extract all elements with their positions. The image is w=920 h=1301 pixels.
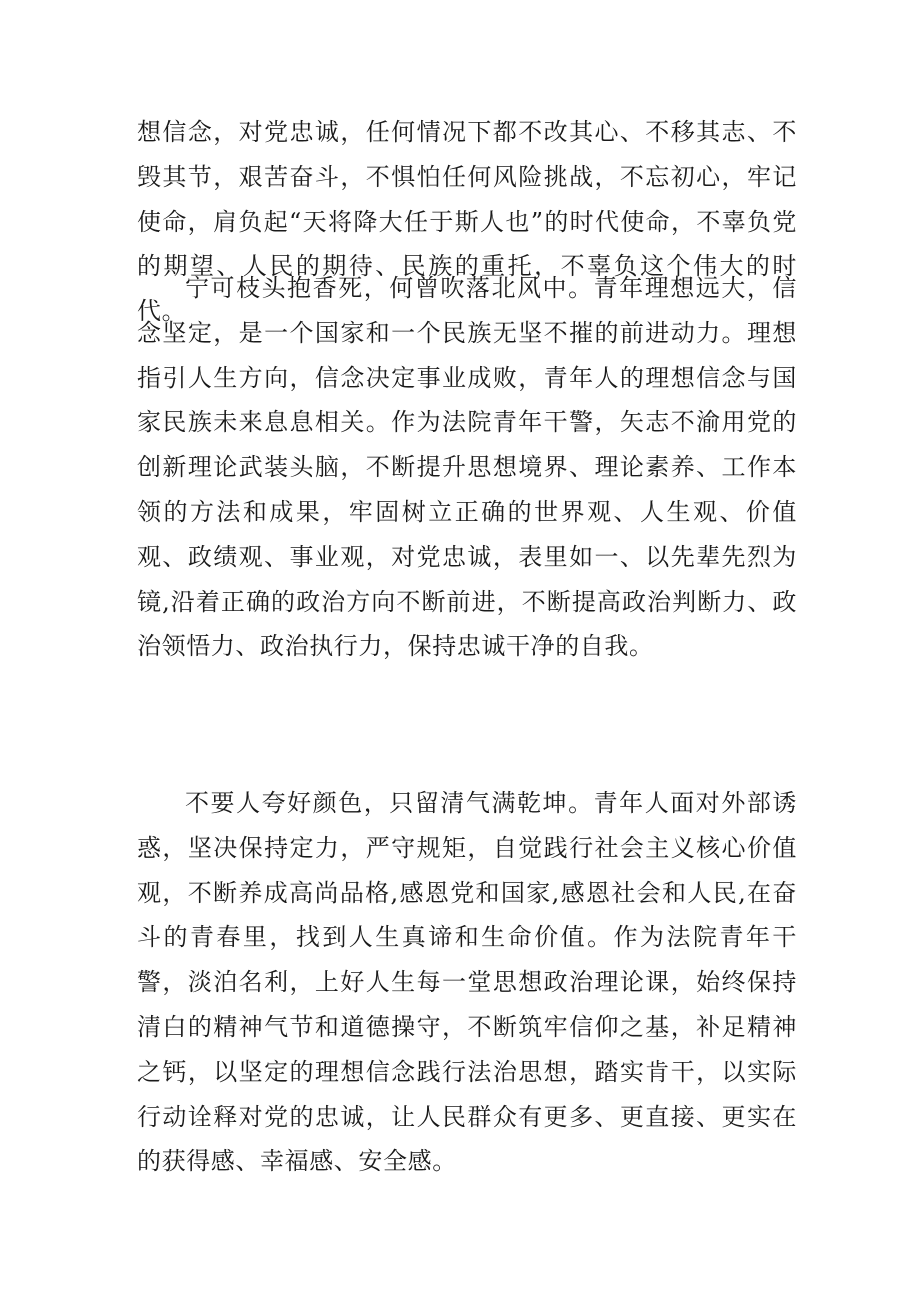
paragraph-continuation: 想信念，对党忠诚，任何情况下都不改其心、不移其志、不毁其节，艰苦奋斗，不惧怕任何风险挑战，不忘初心，牢记使命，肩负起“天将降大任于斯人也”的时代使命，不辜负党的期望、人民的期待、民族的重托，不辜负这个伟大的时代。 [137, 118, 797, 326]
paragraph-ideals: 宁可枝头抱香死，何曾吹落北风中。青年理想远大，信念坚定，是一个国家和一个民族无坚不摧的前进动力。理想指引人生方向，信念决定事业成败，青年人的理想信念与国家民族未来息息相关。作为法院青年干警，矢志不渝用党的创新理论武装头脑，不断提升思想境界、理论素养、工作本领的方法和成果，牢固树立正确的世界观、人生观、价值观、政绩观、事业观，对党忠诚，表里如一、以先辈先烈为镜,沿着正确的政治方向不断前进，不断提高政治判断力、政治领悟力、政治执行力，保持忠诚干净的自我。 [137, 274, 797, 661]
paragraph-integrity: 不要人夸好颜色，只留清气满乾坤。青年人面对外部诱惑，坚决保持定力，严守规矩，自觉践行社会主义核心价值观，不断养成高尚品格,感恩党和国家,感恩社会和人民,在奋斗的青春里，找到人生真谛和生命价值。作为法院青年干警，淡泊名利，上好人生每一堂思想政治理论课，始终保持清白的精神气节和道德操守，不断筑牢信仰之基，补足精神之钙，以坚定的理想信念践行法治思想，踏实肯干，以实际行动诠释对党的忠诚，让人民群众有更多、更直接、更实在的获得感、幸福感、安全感。 [137, 789, 797, 1176]
